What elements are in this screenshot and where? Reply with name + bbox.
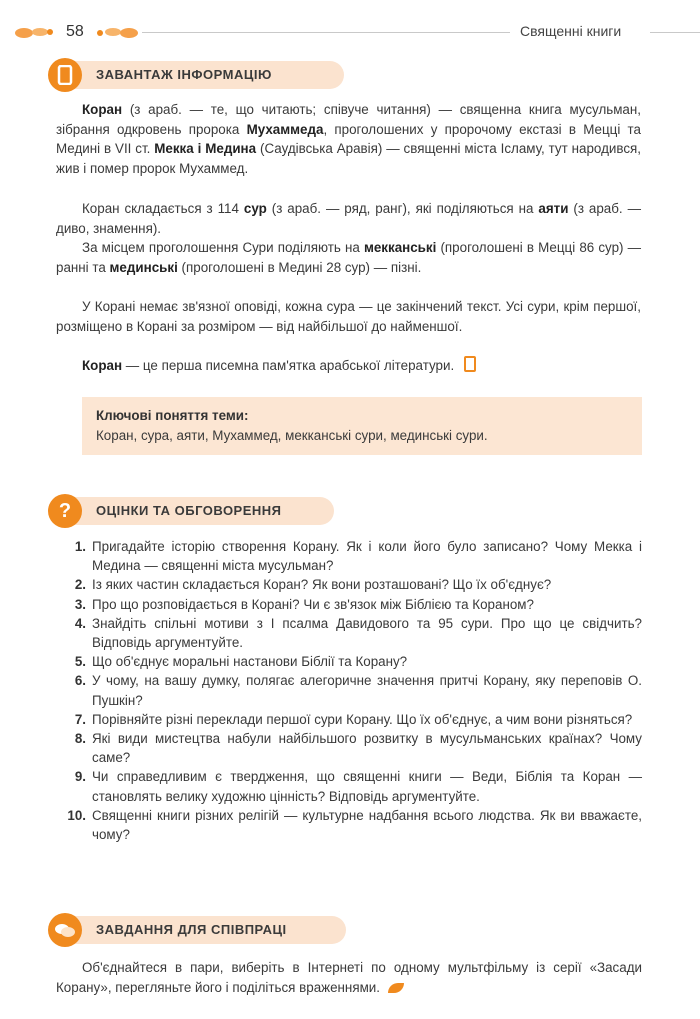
key-concepts-box	[82, 397, 642, 455]
section-title: ЗАВАНТАЖ ІНФОРМАЦІЮ	[96, 67, 272, 82]
cooperation-task: Об'єднайтеся в пари, виберіть в Інтернеті по одному мультфільму із серії «Засади Корану», перегляньте його і поділіться враженнями.	[56, 960, 642, 995]
info-paragraph-4: У Корані немає зв'язної оповіді, кожна сура — це закінчений текст. Усі сури, крім першої, розміщено в Корані за розміром — від найбільшої до найменшої.	[56, 299, 641, 334]
page-number: 58	[66, 23, 84, 40]
running-title: Священні книги	[520, 23, 622, 39]
info-paragraph-2: Коран складається з 114 сур (з араб. — ряд, ранг), які поділяються на аяти (з араб. — диво, знамення).	[56, 201, 641, 236]
question-icon: ?	[48, 494, 82, 528]
list-item: 2. Із яких частин складається Коран? Як вони розташовані? Що їх об'єднує?	[74, 577, 552, 593]
section-title: ЗАВДАННЯ ДЛЯ СПІВПРАЦІ	[96, 922, 287, 937]
header-divider	[142, 32, 510, 33]
phone-icon	[48, 58, 82, 92]
key-concepts-text: Коран, сура, аяти, Мухаммед, мекканські сури, мединські сури.	[96, 428, 488, 443]
list-item: 4. Знайдіть спільні мотиви з І псалма Давидового та 95 сури. Про що це свідчить? Відповідь аргументуйте.	[74, 615, 642, 651]
chat-icon	[48, 913, 82, 947]
ornament-icon	[14, 24, 54, 40]
list-item: 6. У чому, на вашу думку, полягає алегоричне значення притчі Корану, яку переповів О. Пушкін?	[74, 673, 642, 708]
list-item: 7. Порівняйте різні переклади першої сури Корану. Що їх об'єднує, а чим вони різняться?	[74, 711, 633, 727]
info-paragraph-3: За місцем проголошення Сури поділяють на мекканські (проголошені в Мецці 86 сур) — ранні та мединські (проголошені в Медині 28 сур) — пізні.	[56, 240, 641, 275]
info-paragraph-5: Коран — це перша писемна пам'ятка арабської літератури.	[56, 356, 641, 376]
leaf-icon	[388, 983, 404, 993]
page-header	[0, 18, 700, 48]
end-marker-icon	[464, 356, 476, 372]
list-item: 1. Пригадайте історію створення Корану. Як і коли його було записано? Чому Мекка і Медина — священні міста мусульман?	[74, 539, 642, 574]
ornament-icon	[95, 24, 139, 40]
section-title: ОЦІНКИ ТА ОБГОВОРЕННЯ	[96, 503, 282, 518]
key-concepts-title: Ключові поняття теми:	[96, 408, 249, 423]
questions-list	[56, 537, 642, 844]
list-item: 9. Чи справедливим є твердження, що священні книги — Веди, Біблія та Коран — становлять велику художню цінність? Відповідь аргументуйте.	[74, 769, 642, 804]
list-item: 8. Які види мистецтва набули найбільшого розвитку в мусульманських країнах? Чому саме?	[74, 731, 642, 766]
info-paragraph-1: Коран (з араб. — те, що читають; співуче читання) — священна книга мусульман, зібрання одкровень пророка Мухаммеда, проголошених у пророчому екстазі в Мецці та Медині в VII ст. Мекка і Медина (Саудівська Аравія) — священні міста Ісламу, тут народився, жив і помер пророк Мухаммед.	[56, 102, 641, 176]
list-item: 10. Священні книги різних релігій — культурне надбання всього людства. Як ви вважаєте, чому?	[67, 807, 642, 843]
header-divider	[650, 32, 700, 33]
list-item: 5. Що об'єднує моральні настанови Біблії та Корану?	[74, 654, 408, 670]
list-item: 3. Про що розповідається в Корані? Чи є зв'язок між Біблією та Кораном?	[74, 596, 534, 612]
